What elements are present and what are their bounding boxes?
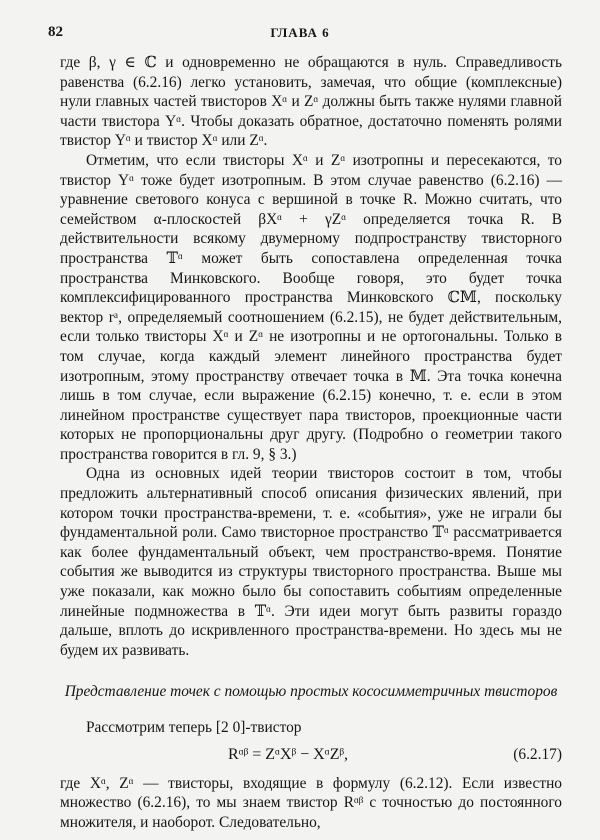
formula: Rᵅᵝ = ZᵅXᵝ − XᵅZᵝ, [228, 745, 348, 763]
paragraph-light-cone: Отметим, что если твисторы Xᵅ и Zᵅ изотропны и пересекаются, то твистор Yᵅ тоже будет изотропным. В этом случае равенство (6.2.16) — уравнение светового конуса с вершиной в точке R. Можно считать, что семейством α-плоскостей βXᵅ + γZᵅ определяется точка R. В действительности всякому двумерному подпространству твисторного пространства 𝕋ᵅ может быть сопоставлена определенная точка пространства Минковского. Вообще говоря, это будет точка комплексифицированного пространства Минковского ℂ𝕄, поскольку вектор rᵃ, определяемый соотношением (6.2.15), не будет действительным, если только твисторы Xᵅ и Zᵅ не изотропны и не ортогональны. Только в том случае, когда каждый элемент линейного пространства будет изотропным, этому пространству отвечает точка в 𝕄. Эта точка конечна лишь в том случае, если выражение (6.2.15) конечно, т. е. если в этом линейном пространстве существует пара твисторов, проекционные части которых не пропорциональны друг другу. (Подробно о геометрии такого пространства говорится в гл. 9, § 3.) [60, 151, 562, 463]
page-number: 82 [48, 24, 63, 40]
chapter-title: ГЛАВА 6 [270, 25, 330, 40]
equation-6-2-17 [60, 742, 562, 768]
equation-number: (6.2.17) [513, 745, 562, 763]
section-heading: Представление точек с помощью простых кососимметричных твисторов [64, 683, 558, 701]
paragraph-twistor-idea: Одна из основных идей теории твисторов состоит в том, чтобы предложить альтернативный способ описания физических явлений, при котором точки пространства-времени, т. е. «события», уже не играли бы фундаментальной роли. Само твисторное пространство 𝕋ᵅ рассматривается как более фундаментальный объект, чем пространство-время. Понятие события же выводится из структуры твисторного пространства. Выше мы уже показали, как можно было бы сопоставить событиям определенные линейные подмножества в 𝕋ᵅ. Эти идеи могут быть развиты гораздо дальше, вплоть до искривленного пространства-времени. Но здесь мы не будем их развивать. [60, 465, 562, 659]
paragraph-continuation: где β, γ ∈ ℂ и одновременно не обращаются в нуль. Справедливость равенства (6.2.16) легко установить, замечая, что общие (комплексные) нули главных частей твисторов Xᵅ и Zᵅ должны быть также нулями главной части твистора Yᵅ. Чтобы доказать обратное, достаточно поменять ролями твистор Yᵅ и твистор Xᵅ или Zᵅ. [60, 54, 562, 150]
closing-paragraph: где Xᵅ, Zᵅ — твисторы, входящие в формулу (6.2.12). Если известно множество (6.2.16), то мы знаем твистор Rᵅᵝ с точностью до постоянного множителя, и наоборот. Следовательно, [60, 774, 562, 831]
intro-line: Рассмотрим теперь [2 0]-твистор [86, 719, 302, 736]
running-header [48, 24, 552, 44]
page-body [60, 53, 562, 832]
